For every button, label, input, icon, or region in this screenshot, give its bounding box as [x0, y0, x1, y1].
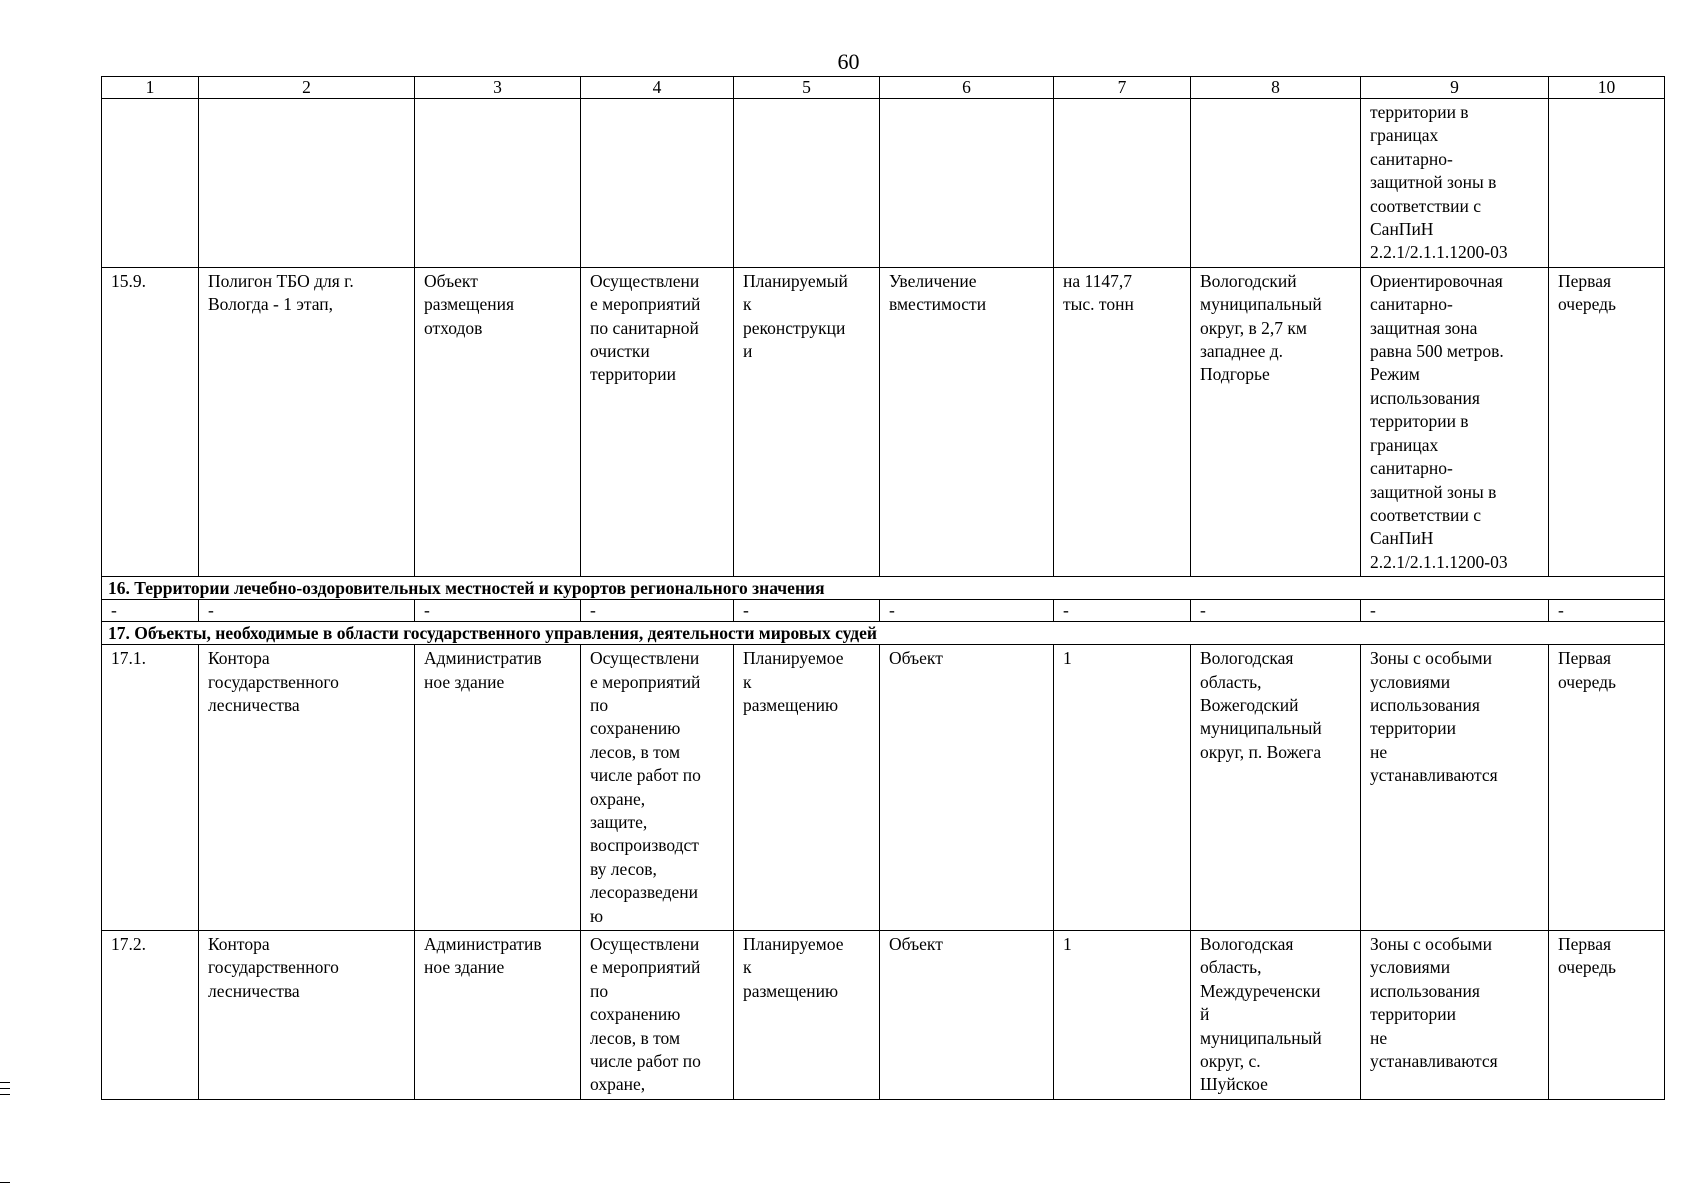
cell-status: Планируемое к размещению — [734, 645, 880, 931]
cell-stage — [1549, 99, 1665, 268]
cell-characteristic: Объект — [880, 645, 1054, 931]
cell-purpose — [581, 99, 734, 268]
cell-dash: - — [1361, 600, 1549, 622]
cell-number — [102, 99, 199, 268]
section-16-empty-row — [102, 600, 1665, 622]
cell-dash: - — [1054, 600, 1191, 622]
cell-name: Контора государственного лесничества — [199, 645, 415, 931]
cell-stage: Первая очередь — [1549, 931, 1665, 1100]
cell-location — [1191, 99, 1361, 268]
column-number: 7 — [1054, 77, 1191, 99]
table-row-17-2 — [102, 931, 1665, 1100]
column-number: 6 — [880, 77, 1054, 99]
cell-characteristic: Увеличение вместимости — [880, 267, 1054, 576]
column-number: 3 — [415, 77, 581, 99]
column-number-row — [102, 77, 1665, 99]
page-number: 60 — [837, 49, 860, 74]
cell-zone: Ориентировочная санитарно- защитная зона равна 500 метров. Режим использования территории в границах санитарно- защитной зоны в соответствии с СанПиН 2.2.1/2.1.1.1200-03 — [1361, 267, 1549, 576]
cell-status — [734, 99, 880, 268]
cell-type — [415, 99, 581, 268]
margin-mark — [0, 1182, 10, 1183]
cell-stage: Первая очередь — [1549, 267, 1665, 576]
cell-type: Объект размещения отходов — [415, 267, 581, 576]
margin-mark — [0, 1094, 10, 1095]
cell-zone: Зоны с особыми условиями использования территории не устанавливаются — [1361, 931, 1549, 1100]
table-row-15-9 — [102, 267, 1665, 576]
cell-purpose: Осуществлени е мероприятий по сохранению лесов, в том числе работ по охране, — [581, 931, 734, 1100]
cell-location: Вологодская область, Вожегодский муниципальный округ, п. Вожега — [1191, 645, 1361, 931]
document-table — [101, 76, 1665, 1100]
cell-value — [1054, 99, 1191, 268]
cell-dash: - — [1191, 600, 1361, 622]
cell-dash: - — [1549, 600, 1665, 622]
cell-status: Планируемый к реконструкци и — [734, 267, 880, 576]
column-number: 1 — [102, 77, 199, 99]
margin-mark — [0, 1082, 10, 1083]
column-number: 5 — [734, 77, 880, 99]
cell-name: Контора государственного лесничества — [199, 931, 415, 1100]
column-number: 8 — [1191, 77, 1361, 99]
section-heading: 17. Объекты, необходимые в области государственного управления, деятельности мировых судей — [102, 622, 1665, 645]
table-row-continuation — [102, 99, 1665, 268]
cell-name: Полигон ТБО для г. Вологда - 1 этап, — [199, 267, 415, 576]
cell-dash: - — [415, 600, 581, 622]
section-17-header-row — [102, 622, 1665, 645]
cell-characteristic: Объект — [880, 931, 1054, 1100]
cell-type: Административ ное здание — [415, 645, 581, 931]
cell-dash: - — [734, 600, 880, 622]
cell-name — [199, 99, 415, 268]
cell-dash: - — [102, 600, 199, 622]
cell-number: 17.2. — [102, 931, 199, 1100]
cell-number: 17.1. — [102, 645, 199, 931]
cell-value: 1 — [1054, 645, 1191, 931]
column-number: 9 — [1361, 77, 1549, 99]
cell-characteristic — [880, 99, 1054, 268]
column-number: 4 — [581, 77, 734, 99]
cell-stage: Первая очередь — [1549, 645, 1665, 931]
cell-status: Планируемое к размещению — [734, 931, 880, 1100]
cell-type: Административ ное здание — [415, 931, 581, 1100]
cell-value: на 1147,7 тыс. тонн — [1054, 267, 1191, 576]
cell-purpose: Осуществлени е мероприятий по сохранению лесов, в том числе работ по охране, защите, воспроизводст ву лесов, лесоразведени ю — [581, 645, 734, 931]
cell-number: 15.9. — [102, 267, 199, 576]
cell-purpose: Осуществлени е мероприятий по санитарной очистки территории — [581, 267, 734, 576]
cell-dash: - — [880, 600, 1054, 622]
cell-zone: территории в границах санитарно- защитной зоны в соответствии с СанПиН 2.2.1/2.1.1.1200-03 — [1361, 99, 1549, 268]
cell-zone: Зоны с особыми условиями использования территории не устанавливаются — [1361, 645, 1549, 931]
cell-dash: - — [199, 600, 415, 622]
cell-value: 1 — [1054, 931, 1191, 1100]
table-row-17-1 — [102, 645, 1665, 931]
cell-dash: - — [581, 600, 734, 622]
column-number: 10 — [1549, 77, 1665, 99]
cell-location: Вологодская область, Междуреченски й муниципальный округ, с. Шуйское — [1191, 931, 1361, 1100]
cell-location: Вологодский муниципальный округ, в 2,7 км западнее д. Подгорье — [1191, 267, 1361, 576]
margin-mark — [0, 1088, 10, 1089]
column-number: 2 — [199, 77, 415, 99]
section-16-header-row — [102, 577, 1665, 600]
section-heading: 16. Территории лечебно-оздоровительных местностей и курортов регионального значения — [102, 577, 1665, 600]
